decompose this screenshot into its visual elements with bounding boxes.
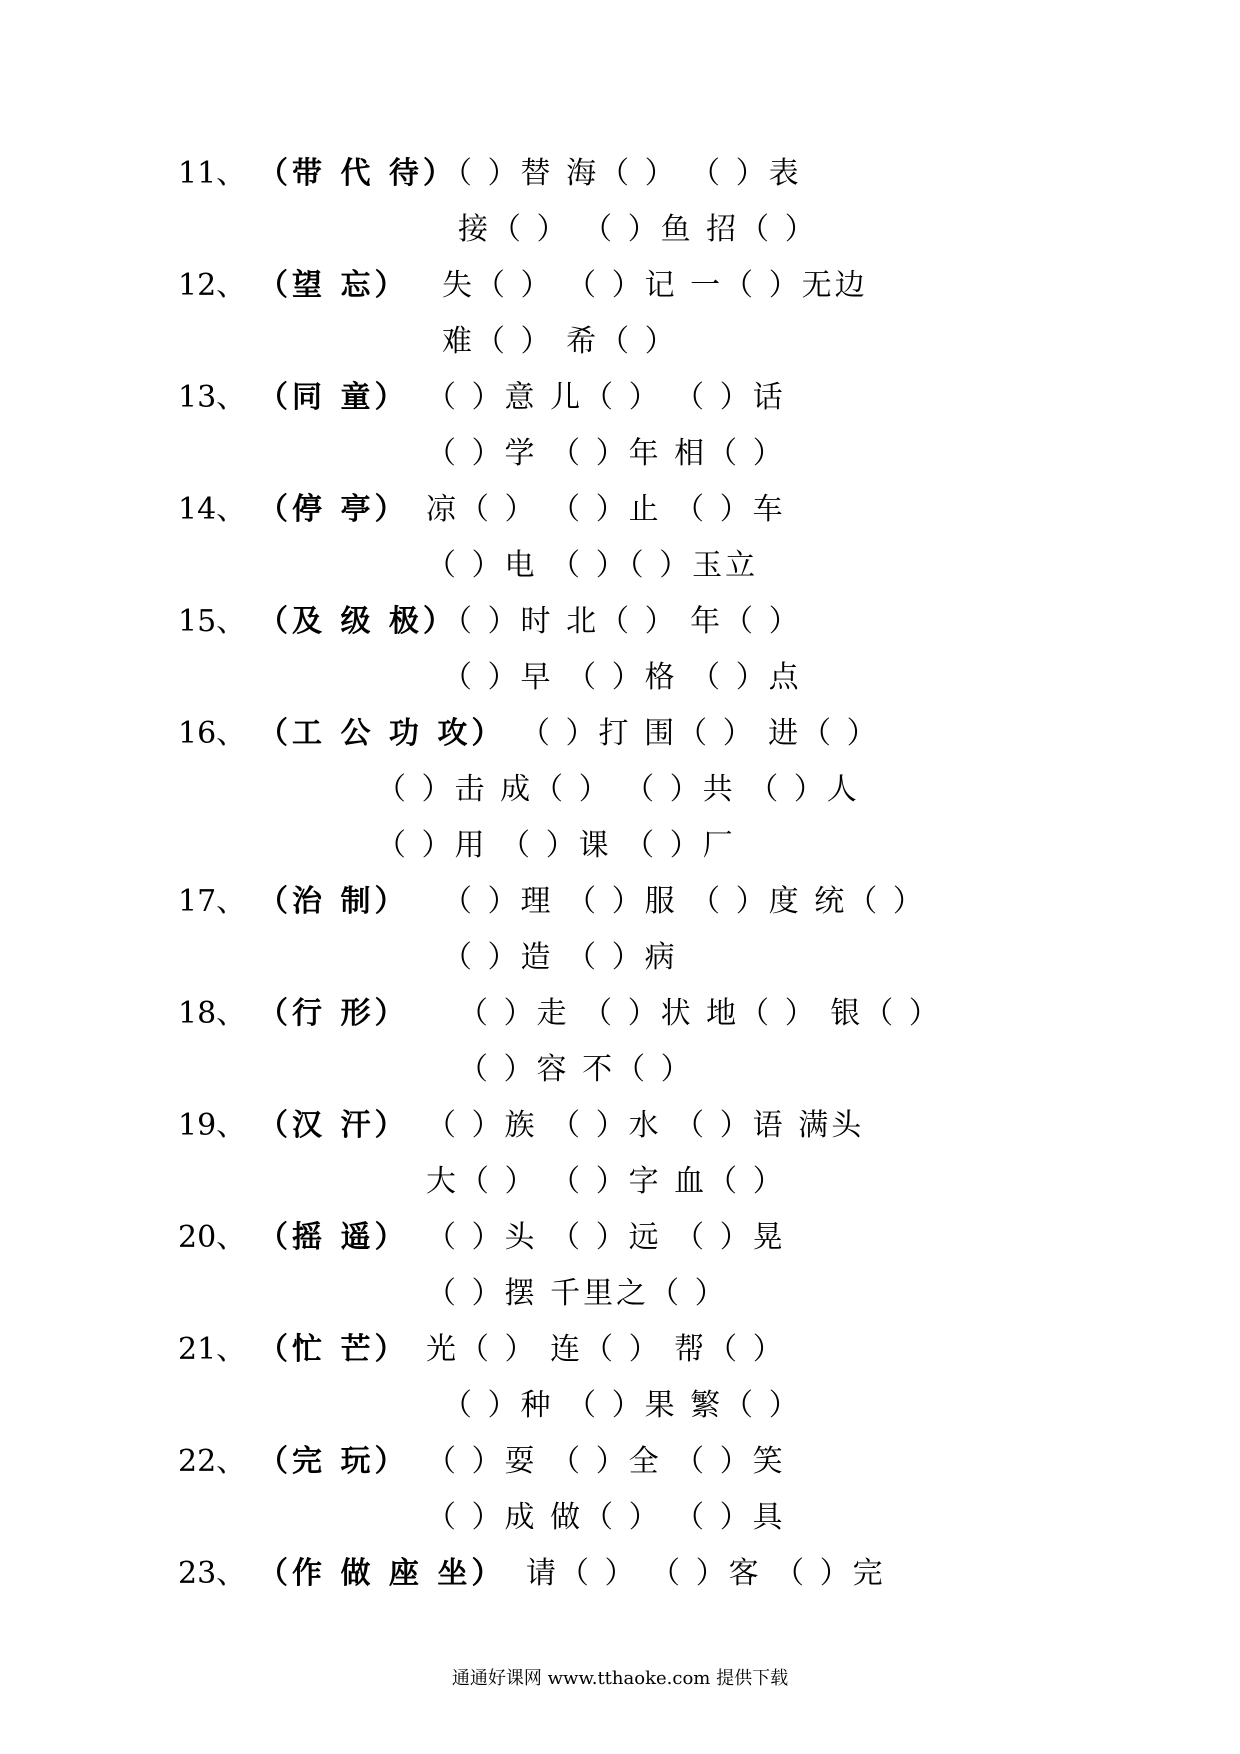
exercise-number: 19、 [178, 1108, 247, 1143]
exercise-number: 23、 [178, 1556, 247, 1591]
answer-line: 光（ ） 连（ ） 帮（ ） [426, 1332, 786, 1367]
exercise-number: 21、 [178, 1332, 247, 1367]
exercise-label: （同 童） [258, 380, 409, 415]
exercise-number: 15、 [178, 604, 247, 639]
exercise-number: 12、 [178, 268, 247, 303]
answer-line: （ ）用 （ ）课 （ ）厂 [376, 828, 736, 863]
exercise-16-line-3 [0, 818, 1240, 874]
exercise-14-line-1 [0, 482, 1240, 538]
exercise-number: 22、 [178, 1444, 247, 1479]
answer-line: （ ）成 做（ ） （ ）具 [426, 1500, 786, 1535]
exercise-label: （治 制） [258, 884, 409, 919]
exercise-15-line-2 [0, 650, 1240, 706]
exercise-label: （作 做 座 坐） [258, 1556, 506, 1591]
exercise-18-line-2 [0, 1042, 1240, 1098]
answer-line: （ ）耍 （ ）全 （ ）笑 [426, 1444, 786, 1479]
answer-line: （ ）走 （ ）状 地（ ） 银（ ） [458, 996, 942, 1031]
answer-line: （ ）头 （ ）远 （ ）晃 [426, 1220, 786, 1255]
exercise-number: 14、 [178, 492, 247, 527]
exercise-number: 18、 [178, 996, 247, 1031]
answer-line: （ ）族 （ ）水 （ ）语 满头 [426, 1108, 865, 1143]
exercise-label: （工 公 功 攻） [258, 716, 506, 751]
answer-line: （ ）摆 千里之（ ） [426, 1276, 728, 1311]
exercise-13-line-2 [0, 426, 1240, 482]
answer-line: （ ）时 北（ ） 年（ ） [442, 604, 802, 639]
answer-line: （ ）种 （ ）果 繁（ ） [442, 1388, 802, 1423]
exercise-number: 11、 [178, 156, 247, 191]
exercise-17-line-2 [0, 930, 1240, 986]
exercise-12-line-2 [0, 314, 1240, 370]
exercise-label: （汉 汗） [258, 1108, 409, 1143]
exercise-number: 20、 [178, 1220, 247, 1255]
exercise-label: （忙 芒） [258, 1332, 409, 1367]
answer-line: （ ）早 （ ）格 （ ）点 [442, 660, 802, 695]
exercise-number: 13、 [178, 380, 247, 415]
answer-line: 凉（ ） （ ）止 （ ）车 [426, 492, 786, 527]
exercise-11-line-1 [0, 146, 1240, 202]
answer-line: （ ）理 （ ）服 （ ）度 统（ ） [442, 884, 926, 919]
exercise-22-line-1 [0, 1434, 1240, 1490]
exercise-20-line-1 [0, 1210, 1240, 1266]
exercise-18-line-1 [0, 986, 1240, 1042]
answer-line: （ ）容 不（ ） [458, 1052, 694, 1087]
exercise-23-line-1 [0, 1546, 1240, 1602]
exercise-label: （行 形） [258, 996, 409, 1031]
exercise-number: 16、 [178, 716, 247, 751]
answer-line: （ ）学 （ ）年 相（ ） [426, 436, 786, 471]
answer-line: 接（ ） （ ）鱼 招（ ） [458, 212, 818, 247]
answer-line: （ ）击 成（ ） （ ）共 （ ）人 [376, 772, 860, 807]
exercise-label: （望 忘） [258, 268, 409, 303]
exercise-20-line-2 [0, 1266, 1240, 1322]
exercise-15-line-1 [0, 594, 1240, 650]
answer-line: （ ）造 （ ）病 [442, 940, 678, 975]
answer-line: 请（ ） （ ）客 （ ）完 [526, 1556, 886, 1591]
exercise-number: 17、 [178, 884, 247, 919]
exercise-16-line-2 [0, 762, 1240, 818]
exercise-21-line-1 [0, 1322, 1240, 1378]
answer-line: 大（ ） （ ）字 血（ ） [426, 1164, 786, 1199]
exercise-19-line-2 [0, 1154, 1240, 1210]
exercise-label: （带 代 待） [258, 156, 457, 191]
exercise-12-line-1 [0, 258, 1240, 314]
answer-line: （ ）打 围（ ） 进（ ） [520, 716, 880, 751]
answer-line: 难（ ） 希（ ） [442, 324, 678, 359]
exercise-13-line-1 [0, 370, 1240, 426]
exercise-19-line-1 [0, 1098, 1240, 1154]
exercise-14-line-2 [0, 538, 1240, 594]
exercise-label: （停 亭） [258, 492, 409, 527]
exercise-21-line-2 [0, 1378, 1240, 1434]
exercise-17-line-1 [0, 874, 1240, 930]
answer-line: （ ）替 海（ ） （ ）表 [442, 156, 802, 191]
exercise-11-line-2 [0, 202, 1240, 258]
exercise-label: （摇 遥） [258, 1220, 409, 1255]
answer-line: （ ）意 儿（ ） （ ）话 [426, 380, 786, 415]
exercise-16-line-1 [0, 706, 1240, 762]
answer-line: 失（ ） （ ）记 一（ ）无边 [442, 268, 868, 303]
footer-download-note: 通通好课网 www.tthaoke.com 提供下载 [451, 1668, 789, 1689]
answer-line: （ ）电 （ ）（ ）玉立 [426, 548, 759, 583]
exercise-label: （完 玩） [258, 1444, 409, 1479]
exercise-22-line-2 [0, 1490, 1240, 1546]
exercise-label: （及 级 极） [258, 604, 457, 639]
